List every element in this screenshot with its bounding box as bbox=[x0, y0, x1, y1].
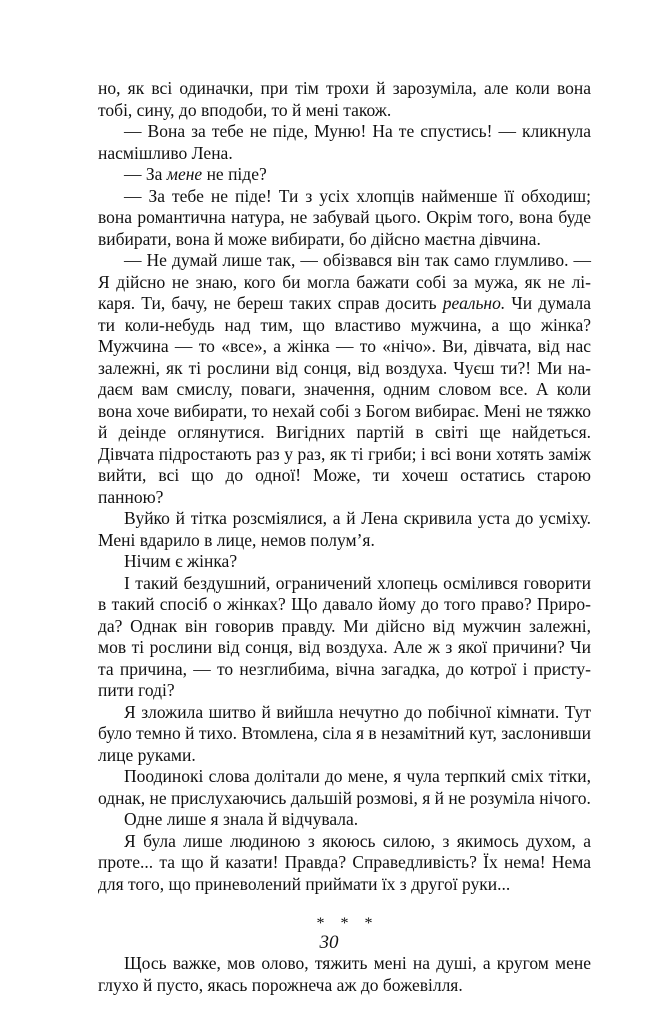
paragraph bbox=[98, 809, 591, 831]
text-segment: Я зложила шитво й вийшла нечутно до побічної кімнати. Тут було темно й тихо. Втомлена, сіла я в незамітний кут, заслонивши лице руками. bbox=[98, 701, 591, 765]
paragraph bbox=[98, 831, 591, 896]
section-separator: * * * bbox=[316, 915, 379, 932]
paragraph bbox=[98, 121, 591, 164]
text-segment: — Не думай лише так, — обізвався він так само глумливо. — Я дійсно не знаю, кого би могла бажати собі за мужа, як не лікаря. Ти, бачу, не береш таких справ досить bbox=[98, 250, 591, 313]
text-segment: Вуйко й тітка розсміялися, а й Лена скривила уста до усміху. Мені вдарило в лице, немов полум’я. bbox=[98, 508, 591, 550]
paragraph bbox=[98, 573, 591, 702]
paragraph bbox=[98, 78, 591, 121]
paragraph bbox=[98, 766, 591, 809]
italic-text: реально. bbox=[442, 293, 506, 313]
paragraph bbox=[98, 186, 591, 251]
paragraph bbox=[98, 702, 591, 767]
page-body bbox=[98, 78, 591, 996]
text-segment: но, як всі одиначки, при тім трохи й зарозуміла, але коли вона тобі, сину, до вподоби, то й мені також. bbox=[98, 78, 591, 120]
paragraph bbox=[98, 508, 591, 551]
text-segment: Нічим є жінка? bbox=[124, 551, 238, 571]
text-segment: Одне лише я знала й відчувала. bbox=[124, 809, 359, 829]
paragraph bbox=[98, 551, 591, 573]
italic-text: мене bbox=[166, 164, 203, 184]
text-segment: Поодинокі слова долітали до мене, я чула терпкий сміх тітки, однак, не прислухаючись дальшій розмові, я й не розуміла нічого. bbox=[98, 766, 591, 808]
text-segment: Щось важке, мов олово, тяжить мені на душі, а кругом мене глухо й пусто, якась порожнеча аж до божевілля. bbox=[98, 953, 591, 995]
text-segment: — За bbox=[124, 164, 167, 184]
text-segment: Я була лише людиною з якоюсь силою, з якимось духом, а проте... та що й казати! Правда? Справедливість? Їх нема! Нема для того, що приневолений приймати їх з другої руки... bbox=[98, 830, 591, 894]
closing-text bbox=[98, 953, 591, 996]
paragraph bbox=[98, 953, 591, 996]
paragraph bbox=[98, 164, 591, 186]
text-segment: — Вона за тебе не піде, Муню! На те спустись! — кликнула насмішливо Лена. bbox=[98, 121, 591, 163]
text-segment: Чи думала ти коли-небудь над тим, що властиво мужчина, а що жінка? Мужчина — то «все», а жінка — то «нічо». Ви, дівчата, від нас залежні, як ті рослини від сонця, від воздуха. Чуєш ти?! Ми надаєм вам смислу, поваги, значення, одним словом все. А коли вона хоче вибирати, то нехай собі з Богом вибирає. Мені не тяжко й деінде оглянутися. Вигідних партій в світі ще найдеться. Дівчата підростають раз у раз, як ті гриби; і всі вони хотять заміж вийти, всі що до одної! Може, ти хочеш остатись старою панною? bbox=[98, 293, 591, 507]
text-segment: не піде? bbox=[202, 164, 267, 184]
main-text bbox=[98, 78, 591, 895]
text-segment: І такий бездушний, ограничений хлопець осмілився говорити в такий спосіб о жінках? Що давало йому до того право? Природа? Однак він говорив правду. Ми дійсно від мужчин залежні, мов ті рослини від сонця, від воздуха. Але ж з якої причини? Чи та причина, — то незглибима, вічна загадка, до котрої і приступити годі? bbox=[98, 572, 591, 700]
text-segment: — За тебе не піде! Ти з усіх хлопців найменше її обходиш; вона романтична натура, не забувай цього. Окрім того, вона буде вибирати, вона й може вибирати, бо дійсно маєтна дівчина. bbox=[98, 185, 591, 249]
paragraph bbox=[98, 250, 591, 508]
page-number: 30 bbox=[319, 932, 339, 953]
